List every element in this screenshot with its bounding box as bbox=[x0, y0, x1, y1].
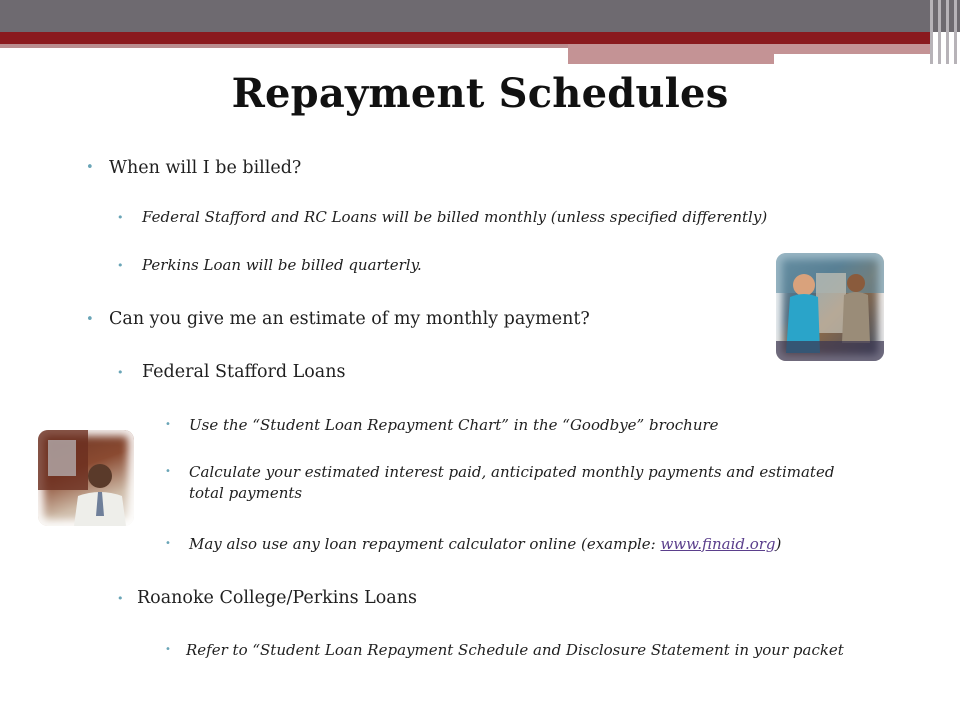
bullet: • bbox=[117, 211, 124, 224]
stafford-item-calculate-cont: total payments bbox=[189, 484, 303, 502]
lab-students-photo bbox=[776, 253, 884, 361]
bullet: • bbox=[86, 312, 94, 327]
finaid-link[interactable]: www.finaid.org bbox=[660, 535, 776, 553]
stafford-heading: Federal Stafford Loans bbox=[142, 362, 346, 382]
slide-title: Repayment Schedules bbox=[231, 70, 729, 117]
header-stripes bbox=[926, 0, 960, 64]
bullet: • bbox=[117, 366, 124, 379]
online-text: May also use any loan repayment calculator online (example: bbox=[189, 535, 661, 553]
billing-item-stafford: Federal Stafford and RC Loans will be billed monthly (unless specified differently) bbox=[142, 208, 768, 226]
question-billing: When will I be billed? bbox=[109, 158, 302, 178]
bullet: • bbox=[165, 644, 171, 655]
bullet: • bbox=[165, 538, 171, 549]
bullet: • bbox=[86, 160, 94, 175]
header-gray-bar bbox=[0, 0, 960, 32]
man-smiling-photo bbox=[38, 430, 134, 526]
stafford-item-chart: Use the “Student Loan Repayment Chart” in the “Goodbye” brochure bbox=[189, 416, 719, 434]
header-white-line bbox=[775, 54, 889, 57]
bullet: • bbox=[117, 592, 124, 605]
header-accent-block bbox=[568, 44, 930, 54]
stafford-item-online bbox=[189, 535, 781, 553]
bullet: • bbox=[117, 259, 124, 272]
header-accent-block-lower bbox=[568, 54, 774, 64]
billing-item-perkins: Perkins Loan will be billed quarterly. bbox=[142, 256, 422, 274]
bullet: • bbox=[165, 419, 171, 430]
bullet: • bbox=[165, 466, 171, 477]
roanoke-heading: Roanoke College/Perkins Loans bbox=[137, 588, 417, 608]
question-estimate: Can you give me an estimate of my monthly payment? bbox=[109, 309, 590, 329]
header-accent-line bbox=[0, 44, 570, 48]
online-text-end: ) bbox=[775, 535, 782, 553]
header-red-bar bbox=[0, 32, 930, 44]
stafford-item-calculate: Calculate your estimated interest paid, anticipated monthly payments and estimated bbox=[189, 463, 835, 481]
roanoke-item: Refer to “Student Loan Repayment Schedule and Disclosure Statement in your packet bbox=[186, 641, 844, 659]
